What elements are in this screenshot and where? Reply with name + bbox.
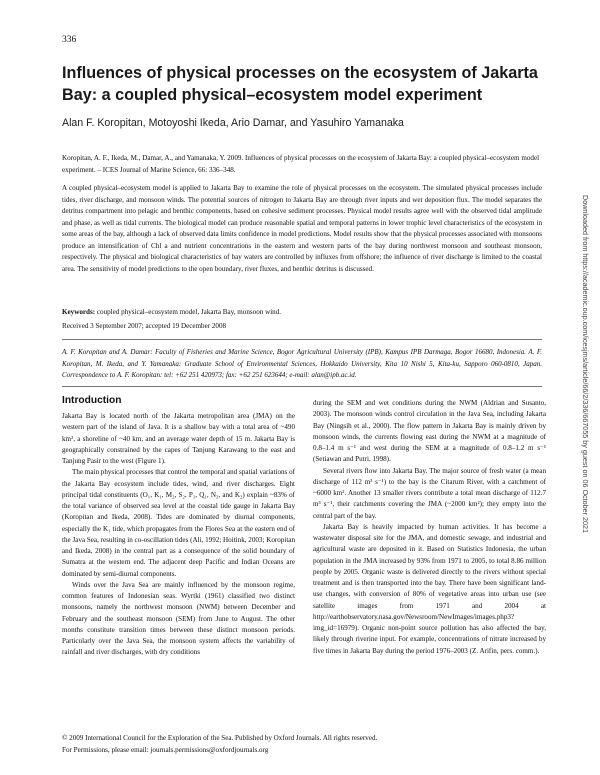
- affiliations: A. F. Koropitan and A. Damar: Faculty of Fisheries and Marine Science, Bogor Agricultural University (IPB), Kampus IPB Darmaga, Bogor 16680, Indonesia. A. F. Koropitan, M. Ikeda, and Y. Yamanaka: Graduate School of Environmental Sciences, Hokkaido University, Kita 10 Nishi 5, Kita-ku, Sapporo 060-0810, Japan. Correspondence to A. F. Koropitan: tel: +62 251 420973; fax: +62 251 623644; e-mail: alan@ipb.ac.id.: [62, 348, 542, 379]
- divider: [62, 386, 542, 387]
- paragraph: during the SEM and wet conditions during the NWM (Aldrian and Susanto, 2003). The monsoon winds control circulation in the Java Sea, including Jakarta Bay (Ningsih et al., 2000). The flow pattern in Jakarta Bay is mainly driven by monsoon winds, the currents flowing east during the NWM at a magnitude of 0.8–1.4 m s⁻¹ and west during the SEM at a magnitude of 0.8–1.2 m s⁻¹ (Setiawan and Putri, 1998).: [313, 399, 546, 464]
- keywords-label: Keywords:: [62, 308, 96, 316]
- author-list: Alan F. Koropitan, Motoyoshi Ikeda, Ario Damar, and Yasuhiro Yamanaka: [62, 117, 404, 129]
- copyright-footer: [62, 733, 542, 756]
- body-column-left: [62, 411, 295, 659]
- article-title: Influences of physical processes on the ecosystem of Jakarta Bay: a coupled physical–ecosystem model experiment: [62, 64, 538, 104]
- paragraph: Jakarta Bay is heavily impacted by human activities. It has become a wastewater disposal site for the JMA, and domestic sewage, and industrial and agricultural waste are deposited in it. Based on Statistics Indonesia, the urban population in the JMA increased by 93% from 1971 to 2005, to total 8.86 million people by 2005. Organic waste is delivered directly to the rivers without special treatment and is then transported into the bay. There have been significant land-use changes, with conversion of 80% of vegetative areas into urban use (see satellite images from 1971 and 2004 at http://earthobservatory.nasa.gov/Newsroom/NewImages/images.php3?img_id=16979). Organic non-point source pollution has also affected the bay, likely through riverine input. For example, concentrations of nitrate increased by five times in Jakarta Bay during the period 1976–2003 (Z. Arifin, pers. comm.).: [313, 522, 546, 655]
- paragraph: Jakarta Bay is located north of the Jakarta metropolitan area (JMA) on the western part of the island of Java. It is a shallow bay with a total area of ~490 km², a shoreline of ~40 km, and an average water depth of 15 m. Jakarta Bay is geographically constrained by the capes of Tanjung Karawang to the east and Tanjung Pasir to the west (Figure 1).: [62, 412, 295, 465]
- body-column-right: [313, 398, 546, 657]
- paragraph: Several rivers flow into Jakarta Bay. The major source of fresh water (a mean discharge of 112 m³ s⁻¹) to the bay is the Citarum River, with a catchment of ~6000 km². Another 13 smaller rivers contribute a total mean discharge of 112.7 m³ s⁻¹, their catchments covering the JMA (~2000 km²); they empty into the central part of the bay.: [313, 466, 546, 520]
- section-heading: Introduction: [62, 395, 122, 406]
- paragraph: The main physical processes that control the temporal and spatial variations of the Jakarta Bay ecosystem include tides, wind, and river discharges. Eight principal tidal constituents (O₁, K₁, M₂, S₂, P₁, Q₁, N₂, and K₂) explain ~83% of the total variance of observed sea level at the coastal tide gauge in Jakarta Bay (Koropitan and Ikeda, 2008). Tides are dominated by diurnal components, especially the K₁ tide, which propagates from the Flores Sea at the eastern end of the Java Sea, resulting in co-oscillation tides (Ali, 1992; Hoitink, 2003; Koropitan and Ikeda, 2008) in the central part as a consequence of the solid boundary of Sumatra at the western end. The adjacent deep Pacific and Indian Oceans are dominated by semi-diurnal components.: [62, 468, 295, 578]
- page-number: 336: [62, 35, 77, 45]
- keywords: [62, 308, 542, 316]
- keywords-text: coupled physical–ecosystem model, Jakarta Bay, monsoon wind.: [96, 308, 282, 316]
- paragraph: Winds over the Java Sea are mainly influenced by the monsoon regime, common features of Indonesian seas. Wyrtki (1961) classified two distinct monsoons, namely the northwest monsoon (NWM) between December and February and the southeast monsoon (SEM) from June to August. The other months constitute transition times between these distinct monsoon periods. Particularly over the Java Sea, the monsoon system affects the variability of rainfall and river discharges, with dry conditions: [62, 580, 295, 657]
- citation: Koropitan, A. F., Ikeda, M., Damar, A., and Yamanaka, Y. 2009. Influences of physical processes on the ecosystem of Jakarta Bay: a coupled physical–ecosystem model experiment. – ICES Journal of Marine Science, 66: 336–348.: [62, 154, 540, 174]
- abstract: A coupled physical–ecosystem model is applied to Jakarta Bay to examine the role of physical processes on the ecosystem. The simulated physical processes include tides, river discharge, and monsoon winds. The potential sources of nitrogen to Jakarta Bay are through river inputs and wet deposition flux. The model separates the detritus compartment into pelagic and benthic components, based on cohesive sediment processes. Physical model results agree well with the observed tidal amplitude and phase, as well as tidal currents. The biological model can produce reasonable spatial and temporal patterns in lower trophic level characteristics of the ecosystem in some areas of the bay, although a lack of observed data limits confidence in model predictions. Model results show that the physical processes associated with monsoons produce an intensification of Chl a and nutrient concentrations in the eastern and western parts of the bay during northwest monsoon and southeast monsoon, respectively. The physical and biological characteristics of bay waters are controlled by influxes from offshore; the influence of river discharge is limited to the coastal area. The sensitivity of model predictions to the open boundary, river fluxes, and benthic detritus is discussed.: [62, 184, 542, 273]
- download-note: Downloaded from https://academic.oup.com/icesjms/article/66/2/336/667055 by guest on 06 October 2021: [581, 195, 590, 534]
- received-dates: Received 3 September 2007; accepted 19 December 2008: [62, 322, 227, 330]
- divider: [62, 339, 542, 340]
- copyright-line: © 2009 International Council for the Exploration of the Sea. Published by Oxford Journals. All rights reserved.: [62, 734, 378, 742]
- permissions-line: For Permissions, please email: journals.permissions@oxfordjournals.org: [62, 745, 269, 754]
- download-watermark: [578, 195, 590, 755]
